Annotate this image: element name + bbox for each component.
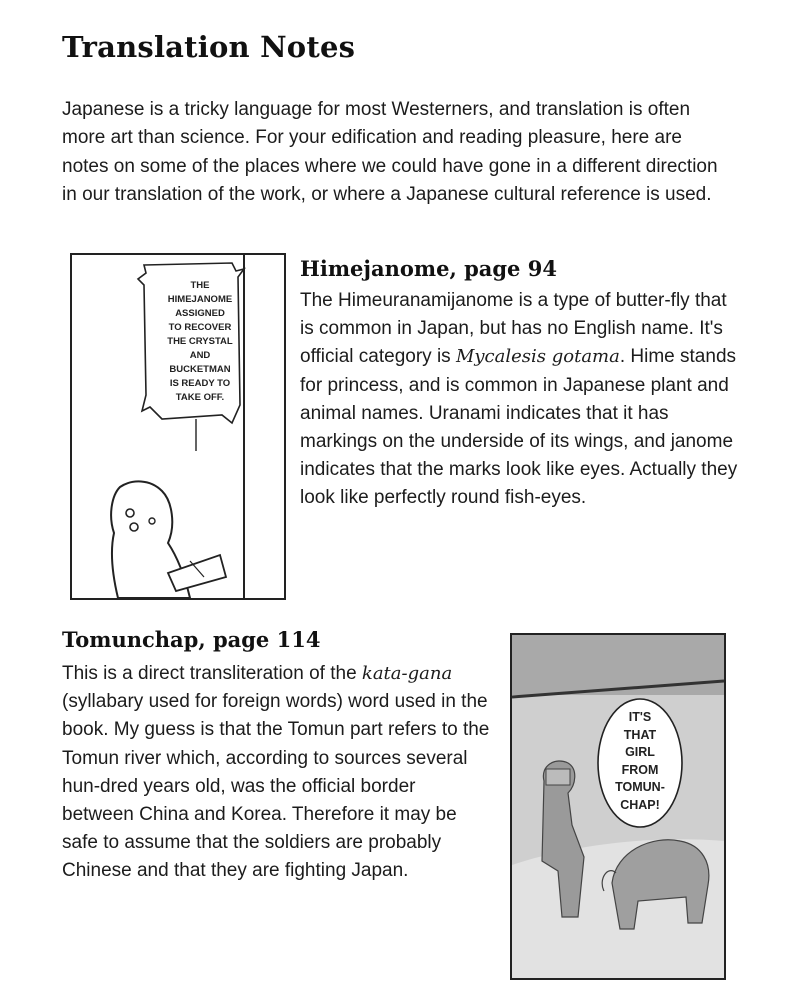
note-body-tomunchap — [62, 660, 492, 886]
manga-panel-tomunchap — [510, 633, 726, 980]
note-heading-himejanome: Himejanome, page 94 — [300, 256, 557, 281]
note-text-part: This is a direct transliteration of the — [62, 663, 362, 684]
note-heading-tomunchap: Tomunchap, page 114 — [62, 627, 321, 652]
scientific-name: Mycalesis gotama — [455, 346, 620, 368]
note-text-part: The Himeuranamijanome is a type of butter-fly that is common in Japan, but has no English name. It's official category is — [300, 290, 727, 368]
term-italic: kata-gana — [361, 663, 453, 684]
note-body-himejanome — [300, 287, 740, 513]
manga-panel-himejanome — [70, 253, 286, 600]
intro-paragraph: Japanese is a tricky language for most Westerners, and translation is often more art than science. For your edification and reading pleasure, here are notes on some of the places where we could have gone in a different direction in our translation of the work, or where a Japanese cultural reference is used. — [62, 99, 718, 206]
page-title: Translation Notes — [62, 30, 356, 64]
speech-bubble-text: IT'S THAT GIRL FROM TOMUN- CHAP! — [615, 710, 665, 812]
note-text-part: . Hime stands for princess, and is common in Japanese plant and animal names. Uranami indicates that it has markings on the underside of its wings, and janome indicates that the marks look like eyes. Actually they look like perfectly round fish-eyes. — [300, 346, 738, 509]
note-text-part: (syllabary used for foreign words) word used in the book. My guess is that the Tomun part refers to the Tomun river which, according to sources several hun-dred years old, was the official border between China and Korea. Therefore it may be safe to assume that the soldiers are probably Chinese and that they are fighting Japan. — [62, 691, 490, 882]
speech-bubble-text: THE HIMEJANOME ASSIGNED TO RECOVER THE CRYSTAL AND BUCKETMAN IS READY TO TAKE OFF. — [167, 280, 233, 403]
